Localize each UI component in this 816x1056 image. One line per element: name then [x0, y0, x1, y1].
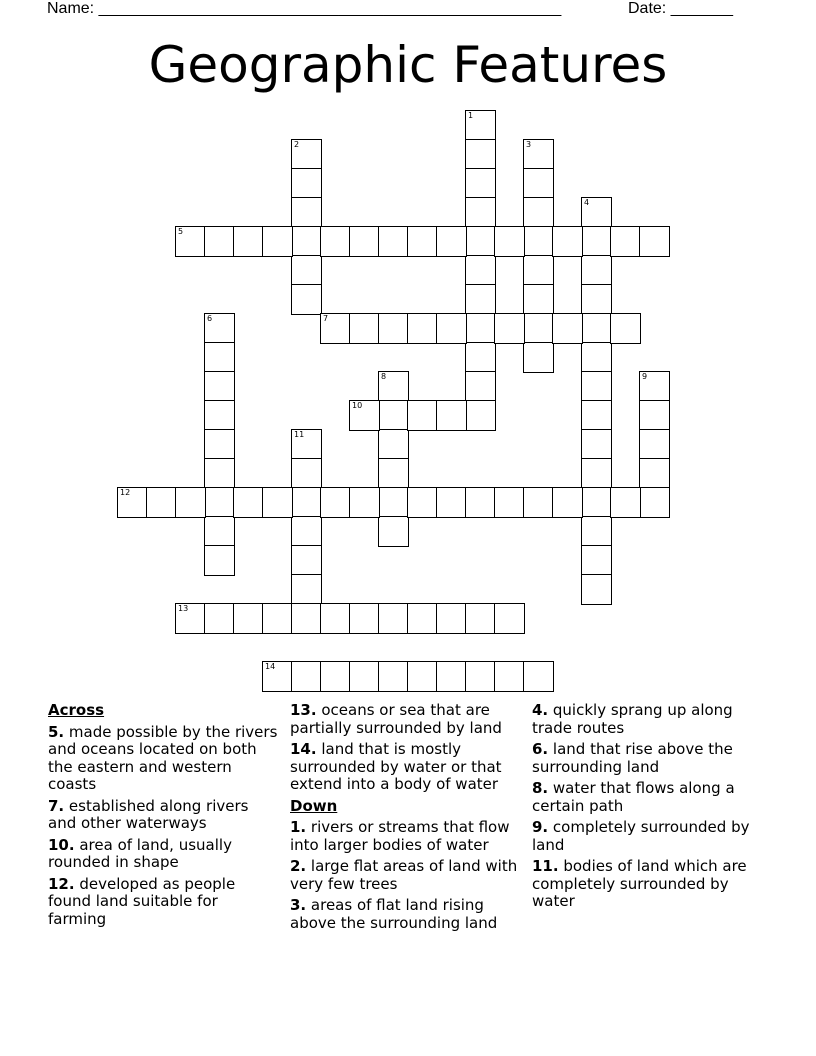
grid-cell[interactable]: [639, 371, 670, 402]
grid-cell[interactable]: [378, 516, 409, 547]
grid-cell[interactable]: [581, 516, 612, 547]
name-field[interactable]: Name: ____________________________________________________: [47, 0, 562, 17]
grid-cell[interactable]: [465, 371, 496, 402]
grid-cell[interactable]: [465, 255, 496, 286]
grid-cell[interactable]: [407, 603, 438, 634]
grid-cell[interactable]: [610, 313, 641, 344]
grid-cell[interactable]: [552, 226, 583, 257]
grid-cell[interactable]: [407, 313, 438, 344]
grid-cell[interactable]: [407, 226, 438, 257]
clues-column-3: [532, 702, 764, 915]
grid-cell[interactable]: [436, 603, 467, 634]
grid-cell[interactable]: [639, 429, 670, 460]
grid-cell[interactable]: [581, 226, 612, 257]
grid-cell[interactable]: [262, 661, 293, 692]
grid-cell[interactable]: [204, 487, 235, 518]
grid-cell[interactable]: [291, 139, 322, 170]
grid-cell[interactable]: [349, 603, 380, 634]
clue-number: 1: [468, 111, 474, 120]
grid-cell[interactable]: [436, 313, 467, 344]
grid-cell[interactable]: [494, 603, 525, 634]
grid-cell[interactable]: [204, 516, 235, 547]
clue-number: 11: [294, 430, 305, 439]
clue-across-10: 10. area of land, usually rounded in shape: [48, 835, 232, 871]
grid-cell[interactable]: [523, 226, 554, 257]
grid-cell[interactable]: [291, 516, 322, 547]
grid-cell[interactable]: [581, 429, 612, 460]
grid-cell[interactable]: [465, 110, 496, 141]
grid-cell[interactable]: [523, 661, 554, 692]
grid-cell[interactable]: [175, 603, 206, 634]
grid-cell[interactable]: [494, 487, 525, 518]
clue-across-14: 14. land that is mostly surrounded by water or that extend into a body of water: [290, 740, 502, 793]
grid-cell[interactable]: [465, 139, 496, 170]
grid-cell[interactable]: [378, 603, 409, 634]
clue-across-5: 5. made possible by the rivers and oceans located on both the eastern and western coasts: [48, 722, 278, 793]
grid-cell[interactable]: [349, 487, 380, 518]
grid-cell[interactable]: [407, 661, 438, 692]
grid-cell[interactable]: [378, 371, 409, 402]
grid-cell[interactable]: [523, 197, 554, 228]
grid-cell[interactable]: [523, 284, 554, 315]
grid-cell[interactable]: [436, 487, 467, 518]
grid-cell[interactable]: [436, 226, 467, 257]
clue-number: 8: [381, 372, 387, 381]
grid-cell[interactable]: [407, 487, 438, 518]
clue-across-7: 7. established along rivers and other waterways: [48, 796, 249, 832]
clue-down-1: 1. rivers or streams that flow into larger bodies of water: [290, 818, 510, 854]
clue-number: 6: [207, 314, 213, 323]
grid-cell[interactable]: [465, 313, 496, 344]
grid-cell[interactable]: [407, 400, 438, 431]
grid-cell[interactable]: [552, 487, 583, 518]
grid-cell[interactable]: [291, 458, 322, 489]
grid-cell[interactable]: [581, 313, 612, 344]
grid-cell[interactable]: [291, 545, 322, 576]
clue-down-3: 3. areas of flat land rising above the surrounding land: [290, 896, 498, 932]
grid-cell[interactable]: [581, 255, 612, 286]
grid-cell[interactable]: [291, 429, 322, 460]
grid-cell[interactable]: [291, 284, 322, 315]
clue-number: 14: [265, 662, 276, 671]
clue-down-6: 6. land that rise above the surrounding land: [532, 740, 733, 776]
grid-cell[interactable]: [349, 661, 380, 692]
grid-cell[interactable]: [610, 487, 641, 518]
grid-cell[interactable]: [291, 574, 322, 605]
clue-across-13: 13. oceans or sea that are partially surrounded by land: [290, 701, 502, 737]
grid-cell[interactable]: [465, 661, 496, 692]
grid-cell[interactable]: [262, 226, 293, 257]
grid-cell[interactable]: [436, 661, 467, 692]
grid-cell[interactable]: [465, 603, 496, 634]
grid-cell[interactable]: [639, 487, 670, 518]
grid-cell[interactable]: [233, 603, 264, 634]
grid-cell[interactable]: [320, 226, 351, 257]
grid-cell[interactable]: [233, 226, 264, 257]
grid-cell[interactable]: [465, 487, 496, 518]
grid-cell[interactable]: [320, 487, 351, 518]
grid-cell[interactable]: [378, 429, 409, 460]
grid-cell[interactable]: [175, 487, 206, 518]
clue-number: 10: [352, 401, 363, 410]
grid-cell[interactable]: [610, 226, 641, 257]
grid-cell[interactable]: [378, 226, 409, 257]
grid-cell[interactable]: [523, 139, 554, 170]
grid-cell[interactable]: [639, 458, 670, 489]
grid-cell[interactable]: [581, 371, 612, 402]
clue-down-8: 8. water that flows along a certain path: [532, 779, 735, 815]
grid-cell[interactable]: [581, 545, 612, 576]
grid-cell[interactable]: [204, 458, 235, 489]
grid-cell[interactable]: [291, 226, 322, 257]
grid-cell[interactable]: [291, 487, 322, 518]
grid-cell[interactable]: [581, 574, 612, 605]
grid-cell[interactable]: [639, 400, 670, 431]
grid-cell[interactable]: [291, 168, 322, 199]
clue-number: 13: [178, 604, 189, 613]
date-field[interactable]: Date: _______: [628, 0, 733, 17]
grid-cell[interactable]: [320, 313, 351, 344]
grid-cell[interactable]: [465, 197, 496, 228]
grid-cell[interactable]: [581, 197, 612, 228]
clue-number: 3: [526, 140, 532, 149]
grid-cell[interactable]: [581, 487, 612, 518]
grid-cell[interactable]: [581, 458, 612, 489]
grid-cell[interactable]: [523, 487, 554, 518]
grid-cell[interactable]: [349, 313, 380, 344]
clue-down-4: 4. quickly sprang up along trade routes: [532, 701, 733, 737]
grid-cell[interactable]: [204, 400, 235, 431]
grid-cell[interactable]: [523, 168, 554, 199]
grid-cell[interactable]: [523, 313, 554, 344]
grid-cell[interactable]: [494, 313, 525, 344]
grid-cell[interactable]: [204, 342, 235, 373]
grid-cell[interactable]: [233, 487, 264, 518]
grid-cell[interactable]: [581, 342, 612, 373]
grid-cell[interactable]: [465, 400, 496, 431]
grid-cell[interactable]: [494, 226, 525, 257]
grid-cell[interactable]: [320, 603, 351, 634]
down-heading: Down: [290, 796, 338, 815]
clues-column-1: [48, 702, 280, 932]
grid-cell[interactable]: [291, 255, 322, 286]
grid-cell[interactable]: [436, 400, 467, 431]
grid-cell[interactable]: [204, 429, 235, 460]
grid-cell[interactable]: [175, 226, 206, 257]
grid-cell[interactable]: [291, 197, 322, 228]
grid-cell[interactable]: [552, 313, 583, 344]
grid-cell[interactable]: [378, 661, 409, 692]
clue-number: 4: [584, 198, 590, 207]
grid-cell[interactable]: [378, 487, 409, 518]
grid-cell[interactable]: [291, 603, 322, 634]
grid-cell[interactable]: [581, 284, 612, 315]
grid-cell[interactable]: [204, 371, 235, 402]
grid-cell[interactable]: [320, 661, 351, 692]
grid-cell[interactable]: [146, 487, 177, 518]
grid-cell[interactable]: [204, 226, 235, 257]
grid-cell[interactable]: [378, 400, 409, 431]
across-heading: Across: [48, 701, 105, 719]
clue-down-11: 11. bodies of land which are completely surrounded by water: [532, 857, 747, 910]
clue-across-12: 12. developed as people found land suitable for farming: [48, 874, 236, 928]
clue-number: 9: [642, 372, 648, 381]
grid-cell[interactable]: [465, 226, 496, 257]
grid-cell[interactable]: [291, 661, 322, 692]
grid-cell[interactable]: [494, 661, 525, 692]
clue-number: 2: [294, 140, 300, 149]
clues-column-2: [290, 702, 522, 936]
grid-cell[interactable]: [204, 545, 235, 576]
grid-cell[interactable]: [523, 342, 554, 373]
grid-cell[interactable]: [117, 487, 148, 518]
grid-cell[interactable]: [262, 487, 293, 518]
grid-cell[interactable]: [639, 226, 670, 257]
grid-cell[interactable]: [204, 313, 235, 344]
grid-cell[interactable]: [378, 458, 409, 489]
grid-cell[interactable]: [465, 284, 496, 315]
clue-number: 7: [323, 314, 329, 323]
grid-cell[interactable]: [262, 603, 293, 634]
grid-cell[interactable]: [581, 400, 612, 431]
clue-down-2: 2. large flat areas of land with very few trees: [290, 857, 518, 893]
grid-cell[interactable]: [465, 342, 496, 373]
clue-number: 12: [120, 488, 131, 497]
grid-cell[interactable]: [465, 168, 496, 199]
clue-down-9: 9. completely surrounded by land: [532, 818, 750, 854]
page-title: Geographic Features: [148, 36, 668, 94]
grid-cell[interactable]: [349, 400, 380, 431]
grid-cell[interactable]: [349, 226, 380, 257]
grid-cell[interactable]: [378, 313, 409, 344]
grid-cell[interactable]: [523, 255, 554, 286]
clue-number: 5: [178, 227, 184, 236]
grid-cell[interactable]: [204, 603, 235, 634]
